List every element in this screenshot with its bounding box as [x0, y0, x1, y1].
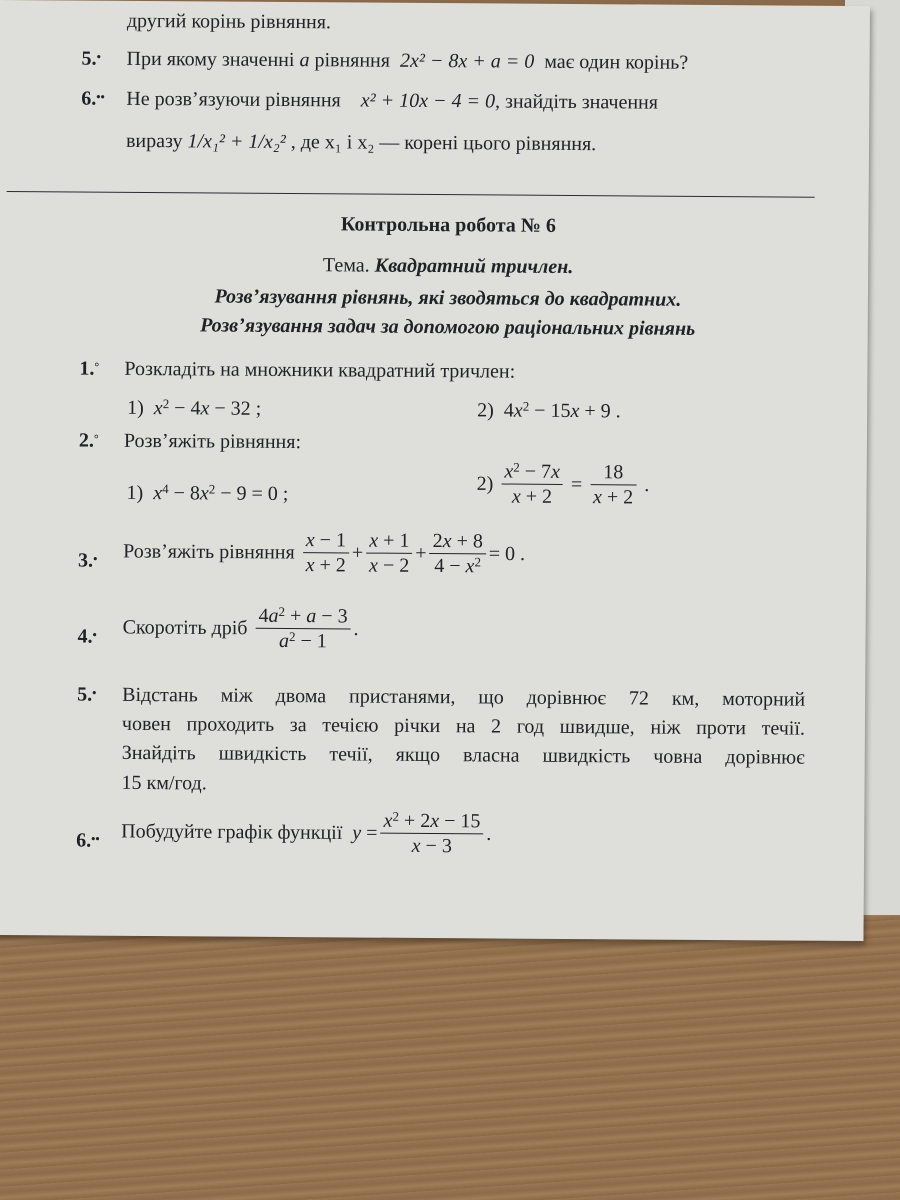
task-4-fraction: $\frac{4a^2 + a - 3}{a^2 - 1}$: [255, 604, 350, 654]
task-5-line-4: 15 км/год.: [121, 771, 207, 795]
task-4-number: 4.•: [77, 625, 97, 648]
prev-task-5-text: При якому значенні a рівняння 2x² − 8x + a = 0 має один корінь?: [126, 47, 689, 74]
task-2-part-2: 2) $\frac{x^2 - 7x}{x + 2}$ = $\frac{18}{x + 2}$ .: [476, 459, 650, 509]
task-1-text: Розкладіть на множники квадратний тричлен:: [124, 357, 516, 383]
task-6-function: y = $\frac{x^2 + 2x - 15}{x - 3}$ .: [352, 808, 492, 858]
prev-task-6-text: Не розв’язуючи рівняння x² + 10x − 4 = 0, знайдіть значення: [126, 87, 659, 114]
task-2-text: Розв’яжіть рівняння:: [123, 429, 302, 454]
task-3-number: 3.•: [78, 549, 98, 572]
prev-task-5-number: 5.•: [81, 47, 101, 70]
task-5-line-1: Відстань між двома пристанями, що дорівнює 72 км, моторний: [122, 683, 806, 711]
section-theme-2: Розв’язування рівнянь, які зводяться до квадратних.: [214, 285, 682, 311]
task-6-number: 6.••: [76, 829, 100, 852]
section-theme: Тема. Квадратний тричлен.: [322, 254, 574, 279]
task-3-equation: $\frac{x - 1}{x + 2}$ + $\frac{x + 1}{x - 2}$ + $\frac{2x + 8}{4 - x^2}$ = 0 .: [300, 540, 526, 564]
prev-task-6-text-2: виразу 1/x₁² + 1/x₂² , де x₁ і x₂ — корені цього рівняння.: [125, 129, 597, 156]
task-3-text: Розв’яжіть рівняння $\frac{x - 1}{x + 2}$ + $\frac{x + 1}{x - 2}$ + $\frac{2x + 8}{4 - x^2}$ = 0 .: [123, 529, 526, 578]
task-6-text: Побудуйте графік функції y = $\frac{x^2 + 2x - 15}{x - 3}$ .: [121, 808, 492, 858]
task-5-line-2: човен проходить за течією річки на 2 год швидше, ніж проти течії.: [121, 712, 806, 740]
section-theme-3: Розв’язування задач за допомогою раціональних рівнянь: [200, 314, 696, 340]
prev-task-6-expression: 1/x₁² + 1/x₂²: [187, 130, 286, 153]
task-1-number: 1.°: [79, 357, 100, 380]
task-5-number: 5.•: [77, 683, 97, 706]
section-divider: [7, 191, 815, 198]
prev-task-5-equation: 2x² − 8x + a = 0: [399, 49, 535, 73]
task-1-part-1: 1) $x^2 - 4x - 32$ ;: [127, 396, 262, 420]
prev-task-6-equation: x² + 10x − 4 = 0: [360, 89, 496, 113]
task-4-text: Скоротіть дріб $\frac{4a^2 + a - 3}{a^2 - 1}$ .: [122, 603, 359, 653]
task-2-part-1: 1) $x^4 - 8x^2 - 9 = 0$ ;: [126, 481, 289, 506]
prev-line: другий корінь рівняння.: [126, 9, 332, 34]
task-5-line-3: Знайдіть швидкість течії, якщо власна швидкість човна дорівнює: [121, 741, 805, 769]
task-1-part-2: 2) $4x^2 - 15x + 9$ .: [477, 398, 621, 423]
task-2-number: 2.°: [78, 429, 99, 452]
prev-task-6-number: 6.••: [81, 87, 105, 110]
section-title: Контрольна робота № 6: [340, 213, 557, 237]
